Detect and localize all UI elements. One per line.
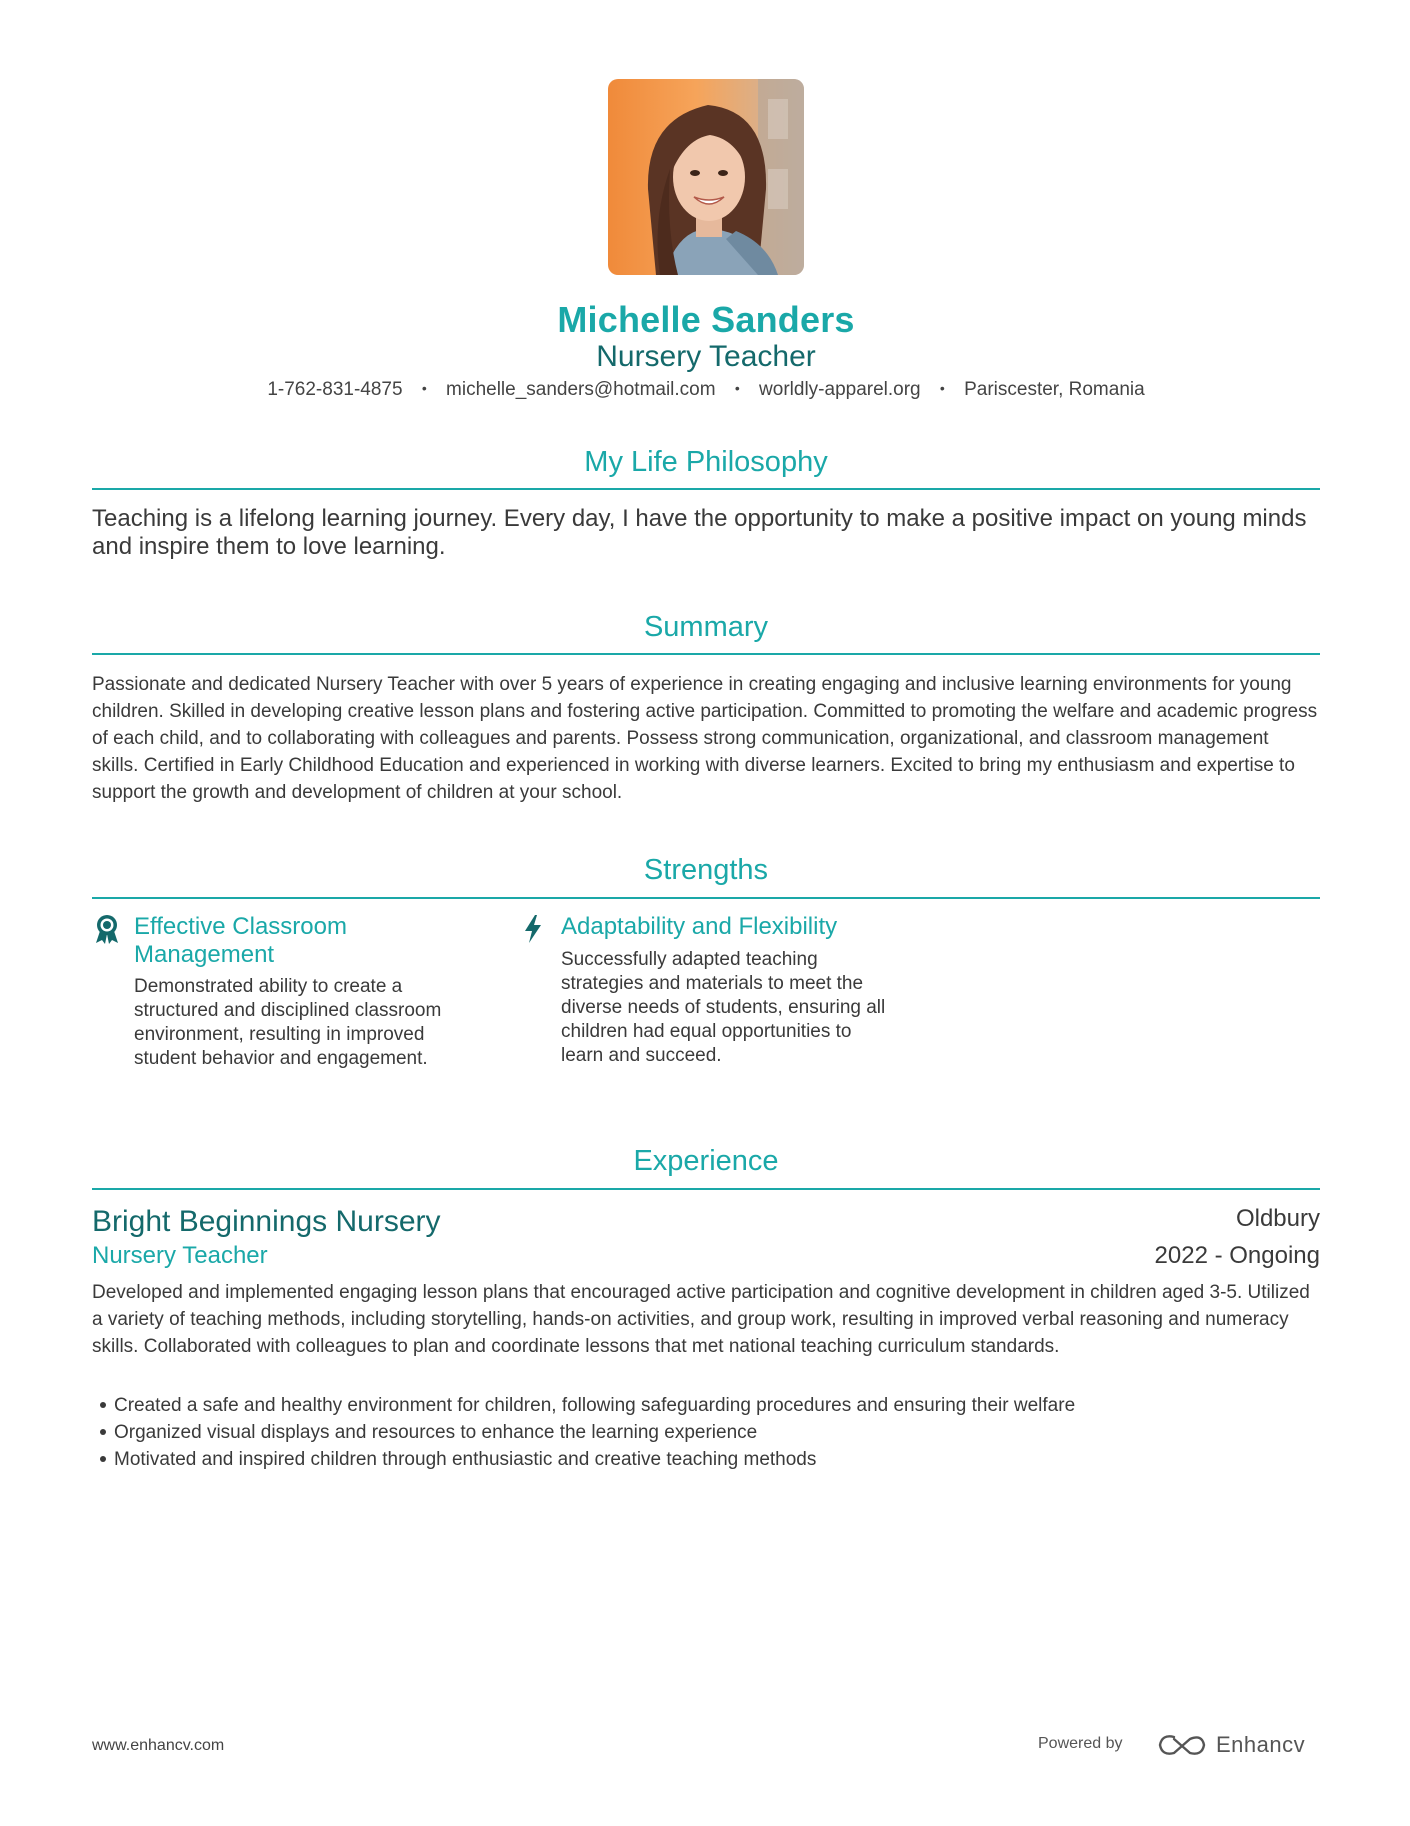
section-title-summary: Summary — [643, 611, 769, 643]
bullet-text: Organized visual displays and resources to enhance the learning experience — [114, 1422, 758, 1443]
profile-photo — [608, 79, 804, 275]
contact-email[interactable]: michelle_sanders@hotmail.com — [446, 379, 716, 400]
philosophy-text: Teaching is a lifelong learning journey. Every day, I have the opportunity to make a positive impact on young minds and inspire them to love learning. — [92, 505, 1307, 560]
contact-separator: • — [421, 380, 427, 396]
contact-location: Pariscester, Romania — [964, 379, 1145, 400]
section-divider — [92, 653, 1320, 655]
section-title-philosophy: My Life Philosophy — [584, 446, 828, 478]
candidate-name: Michelle Sanders — [557, 299, 855, 340]
experience-bullets — [92, 1392, 1320, 1473]
award-ribbon-icon — [92, 913, 122, 945]
enhancv-logo-icon — [1156, 1734, 1208, 1756]
section-divider — [92, 488, 1320, 490]
experience-job-title: Nursery Teacher — [92, 1242, 268, 1269]
contact-separator: • — [939, 380, 945, 396]
candidate-role: Nursery Teacher — [596, 340, 816, 373]
brand-name: Enhancv — [1216, 1732, 1306, 1757]
bullet-dot — [100, 1456, 106, 1462]
section-title-strengths: Strengths — [643, 854, 769, 886]
experience-dates: 2022 - Ongoing — [1154, 1242, 1320, 1269]
experience-description: Developed and implemented engaging lesson plans that encouraged active participation and cognitive development in children aged 3-5. Utilized a variety of teaching methods, including storytelling, hands-on activities, and group work, resulting in improved verbal reasoning and numeracy skills. Collaborated with colleagues to plan and coordinate lessons that met national teaching curriculum standards. — [92, 1282, 1310, 1357]
contact-line — [92, 379, 1320, 401]
summary-text: Passionate and dedicated Nursery Teacher with over 5 years of experience in creating engaging and inclusive learning environments for young children. Skilled in developing creative lesson plans and fostering active participation. Committed to promoting the welfare and academic progress of each child, and to collaborating with colleagues and parents. Possess strong communication, organizational, and classroom management skills. Certified in Early Childhood Education and experienced in working with diverse learners. Excited to bring my enthusiasm and expertise to support the growth and development of children at your school. — [92, 674, 1318, 803]
contact-phone[interactable]: 1-762-831-4875 — [267, 379, 403, 400]
experience-location: Oldbury — [1235, 1205, 1320, 1232]
strength-description: Demonstrated ability to create a structured and disciplined classroom environment, resulting in improved student behavior and engagement. — [134, 976, 442, 1069]
bullet-dot — [100, 1429, 106, 1435]
list-item — [92, 1392, 1320, 1419]
strength-description: Successfully adapted teaching strategies and materials to meet the diverse needs of students, ensuring all children had equal opportunities to learn and succeed. — [561, 949, 886, 1066]
bullet-dot — [100, 1402, 106, 1408]
section-divider — [92, 1188, 1320, 1190]
footer-url[interactable]: www.enhancv.com — [92, 1737, 225, 1754]
bullet-text: Created a safe and healthy environment for children, following safeguarding procedures and ensuring their welfare — [114, 1395, 1076, 1416]
list-item — [92, 1419, 1320, 1446]
section-title-experience: Experience — [633, 1145, 779, 1177]
section-divider — [92, 897, 1320, 899]
contact-separator: • — [734, 380, 740, 396]
lightning-bolt-icon — [519, 913, 549, 945]
powered-by-label: Powered by — [1038, 1735, 1123, 1752]
experience-company: Bright Beginnings Nursery — [92, 1205, 441, 1238]
strength-title: Adaptability and Flexibility — [561, 913, 838, 940]
strength-title: Effective Classroom Management — [134, 913, 347, 968]
bullet-text: Motivated and inspired children through enthusiastic and creative teaching methods — [114, 1449, 817, 1470]
brand-logo[interactable] — [1156, 1732, 1320, 1758]
contact-website[interactable]: worldly-apparel.org — [759, 379, 921, 400]
list-item — [92, 1446, 1320, 1473]
